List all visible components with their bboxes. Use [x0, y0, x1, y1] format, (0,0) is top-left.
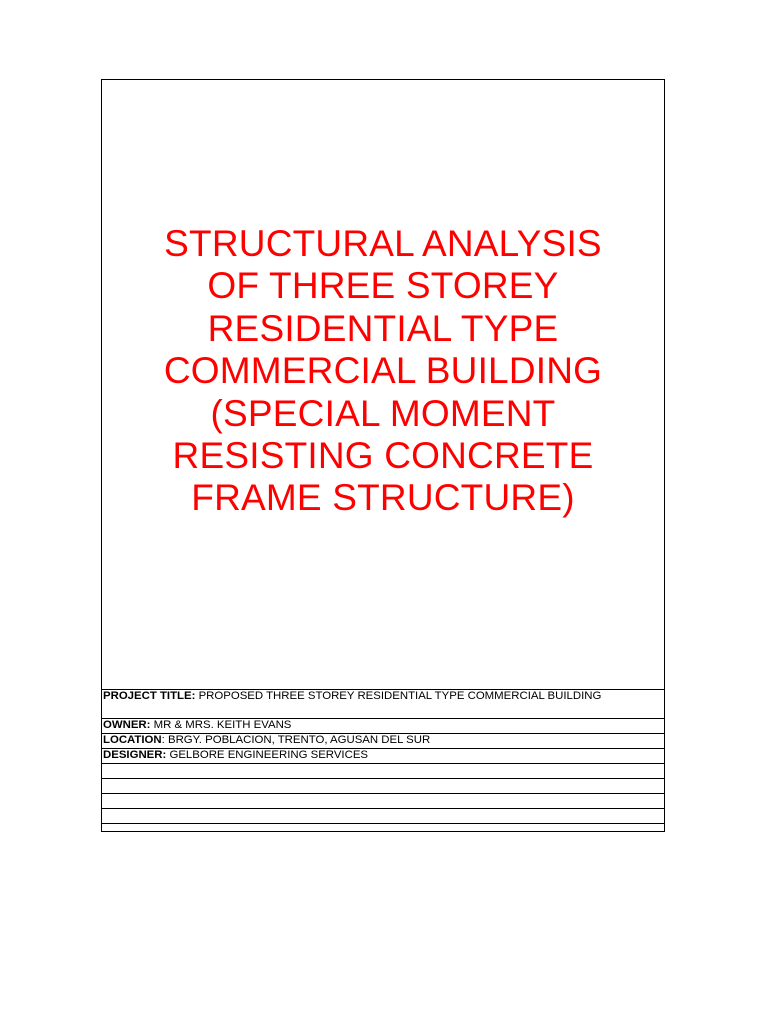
empty-row: [102, 809, 664, 824]
project-title-row: [102, 690, 664, 719]
title-line: STRUCTURAL ANALYSIS: [164, 223, 602, 264]
project-info-table: [102, 689, 664, 837]
document-title: [102, 223, 664, 520]
title-line: FRAME STRUCTURE): [191, 477, 575, 519]
empty-row: [102, 824, 664, 837]
project-title-label: PROJECT TITLE:: [103, 690, 196, 702]
title-line: OF THREE STOREY: [207, 265, 559, 307]
location-value: : BRGY. POBLACION, TRENTO, AGUSAN DEL SUR: [161, 734, 431, 746]
project-title-value: PROPOSED THREE STOREY RESIDENTIAL TYPE COMMERCIAL BUILDING: [195, 690, 602, 702]
owner-label: OWNER:: [103, 719, 151, 731]
designer-value: GELBORE ENGINEERING SERVICES: [166, 749, 369, 761]
designer-label: DESIGNER:: [103, 749, 167, 761]
title-line: RESIDENTIAL TYPE: [207, 307, 559, 349]
empty-row: [102, 764, 664, 779]
location-row: [102, 734, 664, 749]
designer-row: [102, 749, 664, 764]
owner-row: [102, 719, 664, 734]
location-label: LOCATION: [103, 734, 162, 746]
title-line: RESISTING CONCRETE: [172, 435, 594, 477]
title-area: [102, 80, 664, 689]
title-line: (SPECIAL MOMENT: [210, 392, 556, 434]
empty-row: [102, 779, 664, 794]
owner-value: MR & MRS. KEITH EVANS: [150, 719, 292, 731]
empty-row: [102, 794, 664, 809]
title-line: COMMERCIAL BUILDING: [163, 350, 603, 392]
document-sheet: [101, 79, 665, 832]
